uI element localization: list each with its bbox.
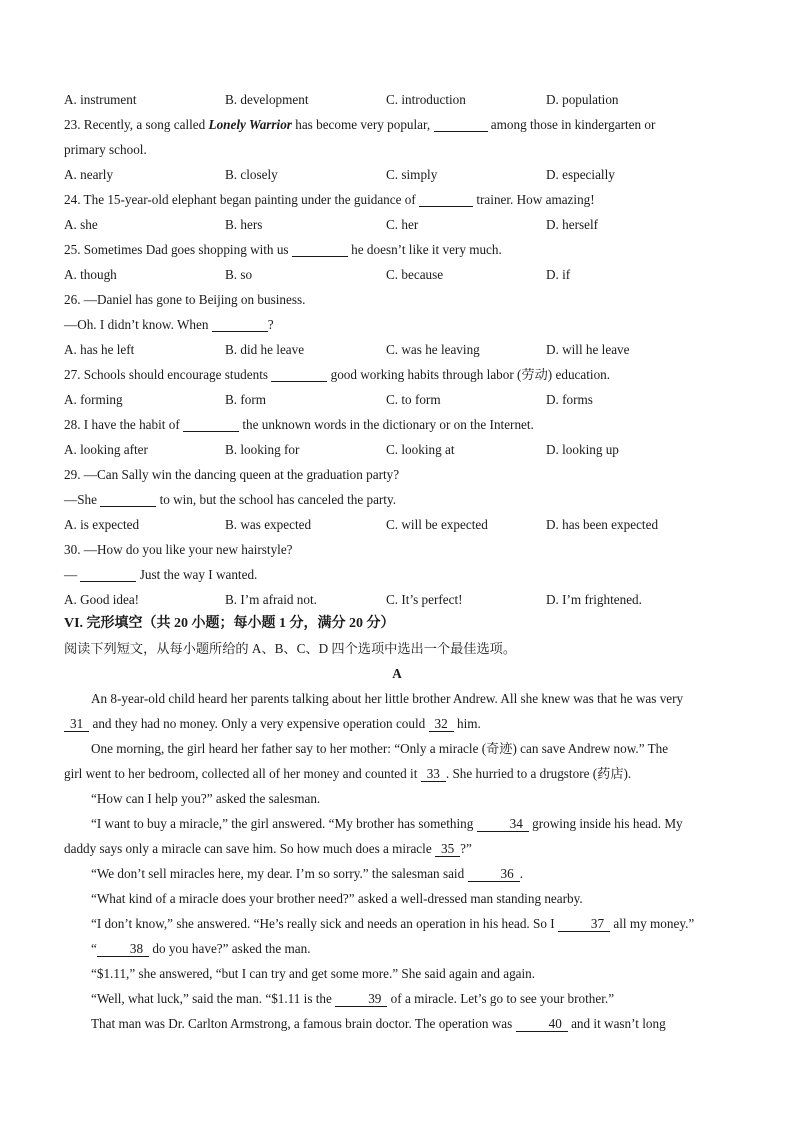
answer-blank[interactable] [80, 566, 136, 582]
q26-reply [64, 312, 730, 337]
option-a[interactable]: A. Good idea! [64, 592, 140, 607]
blank-38[interactable]: 38 [97, 941, 149, 957]
option-b[interactable]: B. development [225, 92, 309, 107]
passage-line: “How can I help you?” asked the salesman. [91, 791, 321, 806]
passage-text: “I want to buy a miracle,” the girl answered. “My brother has something [91, 816, 477, 831]
passage-text: daddy says only a miracle can save him. So how much does a miracle [64, 841, 435, 856]
passage-text: and it wasn’t long [567, 1016, 666, 1031]
passage-line: One morning, the girl heard her father say to her mother: “Only a miracle (奇迹) can save Andrew now.” The [91, 741, 669, 756]
option-d[interactable]: D. has been expected [546, 517, 659, 532]
passage-text: ?” [460, 841, 472, 856]
q24-options [64, 212, 730, 237]
passage-text: girl went to her bedroom, collected all of her money and counted it [64, 766, 421, 781]
blank-37[interactable]: 37 [558, 916, 610, 932]
q24-text-b: trainer. How amazing! [473, 192, 595, 207]
q28-text: 28. I have the habit of [64, 417, 184, 432]
q29-text-b: to win, but the school has canceled the party. [156, 492, 397, 507]
passage-text: all my money.” [610, 916, 695, 931]
passage-text: . [519, 866, 523, 881]
option-c[interactable]: C. It’s perfect! [386, 592, 463, 607]
option-a[interactable]: A. nearly [64, 167, 114, 182]
q23-text: 23. Recently, a song called [64, 117, 209, 132]
option-c[interactable]: C. looking at [386, 442, 455, 457]
answer-blank[interactable] [212, 316, 268, 332]
q29-reply [64, 487, 730, 512]
answer-blank[interactable] [292, 241, 348, 257]
blank-34[interactable]: 34 [477, 816, 529, 832]
q27-text: 27. Schools should encourage students [64, 367, 272, 382]
q23-text-b: has become very popular, [291, 117, 431, 132]
passage-line [64, 761, 730, 786]
q30-text-b: Just the way I wanted. [136, 567, 258, 582]
q30-options [64, 587, 730, 612]
question-28 [64, 412, 730, 437]
blank-32[interactable]: 32 [429, 716, 454, 732]
option-b[interactable]: B. was expected [225, 517, 312, 532]
option-d[interactable]: D. looking up [546, 442, 619, 457]
option-d[interactable]: D. will he leave [546, 342, 630, 357]
option-d[interactable]: D. I’m frightened. [546, 592, 642, 607]
passage-line: “$1.11,” she answered, “but I can try and get some more.” She said again and again. [91, 966, 536, 981]
passage-line [64, 711, 730, 736]
passage-line: “What kind of a miracle does your brother need?” asked a well-dressed man standing nearby. [91, 891, 583, 906]
passage-text: “Well, what luck,” said the man. “$1.11 is the [91, 991, 336, 1006]
answer-blank[interactable] [434, 116, 488, 132]
passage-line [64, 986, 730, 1011]
question-23 [64, 112, 730, 137]
answer-blank[interactable] [419, 191, 473, 207]
passage-line [64, 911, 730, 936]
option-d[interactable]: D. if [546, 267, 571, 282]
passage-text: “We don’t sell miracles here, my dear. I’m so sorry.” the salesman said [91, 866, 468, 881]
passage-label: A [392, 666, 402, 681]
option-c[interactable]: C. to form [386, 392, 441, 407]
question-29: 29. —Can Sally win the dancing queen at the graduation party? [64, 467, 400, 482]
q25-options [64, 262, 730, 287]
q30-text: — [64, 567, 81, 582]
question-24 [64, 187, 730, 212]
option-b[interactable]: B. closely [225, 167, 278, 182]
question-30: 30. —How do you like your new hairstyle? [64, 542, 293, 557]
option-a[interactable]: A. instrument [64, 92, 137, 107]
option-a[interactable]: A. though [64, 267, 117, 282]
option-b[interactable]: B. hers [225, 217, 263, 232]
blank-33[interactable]: 33 [421, 766, 446, 782]
answer-blank[interactable] [100, 491, 156, 507]
passage-line [64, 936, 730, 961]
q28-options [64, 437, 730, 462]
blank-35[interactable]: 35 [435, 841, 460, 857]
passage-text: That man was Dr. Carlton Armstrong, a famous brain doctor. The operation was [91, 1016, 516, 1031]
option-d[interactable]: D. especially [546, 167, 615, 182]
passage-text: him. [453, 716, 481, 731]
option-b[interactable]: B. so [225, 267, 253, 282]
passage-text: and they had no money. Only a very expensive operation could [89, 716, 429, 731]
section-heading: VI. 完形填空（共 20 小题；每小题 1 分，满分 20 分） [64, 616, 395, 631]
question-25 [64, 237, 730, 262]
section-instruction: 阅读下列短文，从每小题所给的 A、B、C、D 四个选项中选出一个最佳选项。 [64, 641, 517, 656]
option-a[interactable]: A. she [64, 217, 98, 232]
passage-line [64, 836, 730, 861]
passage-line [64, 1011, 730, 1036]
q25-text: 25. Sometimes Dad goes shopping with us [64, 242, 292, 257]
q29-text: —She [64, 492, 101, 507]
option-d[interactable]: D. population [546, 92, 619, 107]
option-a[interactable]: A. forming [64, 392, 123, 407]
q27-options [64, 387, 730, 412]
passage-line: An 8-year-old child heard her parents talking about her little brother Andrew. All she knew was that he was very [91, 691, 684, 706]
passage-line [64, 811, 730, 836]
option-d[interactable]: D. forms [546, 392, 593, 407]
option-a[interactable]: A. has he left [64, 342, 135, 357]
option-c[interactable]: C. introduction [386, 92, 466, 107]
q28-text-b: the unknown words in the dictionary or on the Internet. [239, 417, 534, 432]
option-c[interactable]: C. was he leaving [386, 342, 480, 357]
option-c[interactable]: C. her [386, 217, 419, 232]
blank-39[interactable]: 39 [335, 991, 387, 1007]
option-b[interactable]: B. form [225, 392, 267, 407]
q26-text-b: ? [267, 317, 274, 332]
question-27 [64, 362, 730, 387]
q25-text-b: he doesn’t like it very much. [347, 242, 502, 257]
passage-text: “ [91, 941, 97, 956]
answer-blank[interactable] [271, 366, 327, 382]
q23-options [64, 162, 730, 187]
option-c[interactable]: C. simply [386, 167, 438, 182]
answer-blank[interactable] [183, 416, 239, 432]
option-b[interactable]: B. looking for [225, 442, 300, 457]
option-b[interactable]: B. I’m afraid not. [225, 592, 317, 607]
q22-options [64, 87, 730, 112]
q26-text: —Oh. I didn’t know. When [64, 317, 212, 332]
blank-31[interactable]: 31 [64, 716, 89, 732]
passage-line [64, 861, 730, 886]
option-a[interactable]: A. is expected [64, 517, 140, 532]
passage-text: do you have?” asked the man. [149, 941, 311, 956]
option-c[interactable]: C. because [386, 267, 444, 282]
q23-text-c: among those in kindergarten or [487, 117, 656, 132]
blank-40[interactable]: 40 [516, 1016, 568, 1032]
passage-text: of a miracle. Let’s go to see your brother.” [387, 991, 615, 1006]
option-a[interactable]: A. looking after [64, 442, 148, 457]
option-c[interactable]: C. will be expected [386, 517, 488, 532]
q30-reply [64, 562, 730, 587]
option-d[interactable]: D. herself [546, 217, 598, 232]
passage-text: “I don’t know,” she answered. “He’s really sick and needs an operation in his head. So I [91, 916, 558, 931]
q26-options [64, 337, 730, 362]
blank-36[interactable]: 36 [468, 866, 520, 882]
q27-text-b: good working habits through labor (劳动) education. [327, 367, 611, 382]
passage-text: . She hurried to a drugstore (药店). [445, 766, 632, 781]
song-title: Lonely Warrior [208, 117, 292, 132]
option-b[interactable]: B. did he leave [225, 342, 305, 357]
q23-continuation: primary school. [64, 142, 147, 157]
passage-text: growing inside his head. My [528, 816, 683, 831]
q29-options [64, 512, 730, 537]
question-26: 26. —Daniel has gone to Beijing on business. [64, 292, 306, 307]
q24-text: 24. The 15-year-old elephant began painting under the guidance of [64, 192, 420, 207]
